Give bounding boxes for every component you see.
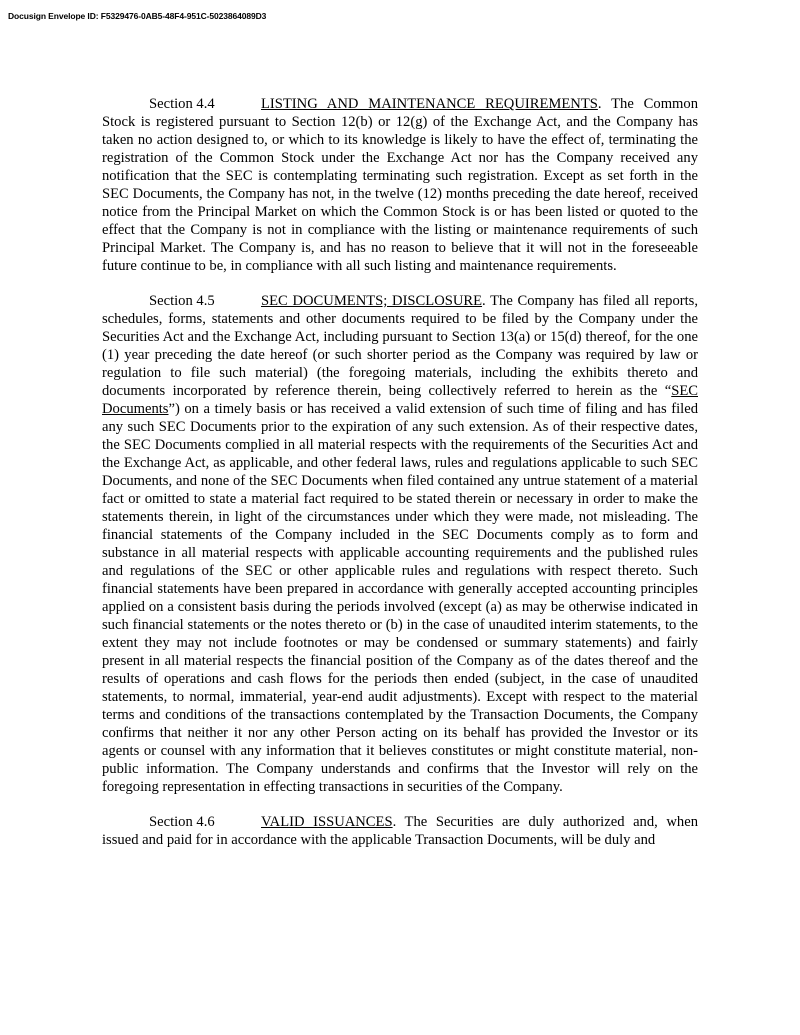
section-4-4 [102, 95, 698, 275]
section-text: . The Company has filed all reports, schedules, forms, statements and other documents required to be filed by the Company under the Securities Act and the Exchange Act, including pursuant to Section 13(a) or 15(d) thereof, for the one (1) year preceding the date hereof (or such shorter period as the Company was required by law or regulation to file such material) (the foregoing materials, including the exhibits thereto and documents incorporated by reference therein, being collectively referred to herein as the “ [102, 293, 699, 399]
section-number: Section 4.5 [149, 293, 215, 309]
section-title: LISTING AND MAINTENANCE REQUIREMENTS [261, 96, 598, 112]
section-4-6 [102, 813, 698, 849]
defined-term: SEC Documents [102, 383, 698, 417]
section-number: Section 4.6 [149, 814, 215, 830]
section-text: . The Securities are duly authorized and, when issued and paid for in accordance with the applicable Transaction Documents, will be duly and [102, 814, 698, 848]
section-text-continued: ”) on a timely basis or has received a valid extension of such time of filing and has filed any such SEC Documents prior to the expiration of any such extension. As of their respective dates, the SEC Documents complied in all material respects with the requirements of the Securities Act and the Exchange Act, as applicable, and other federal laws, rules and regulations applicable to such SEC Documents, and none of the SEC Documents when filed contained any untrue statement of a material fact or omitted to state a material fact required to be stated therein or necessary in order to make the statements therein, in light of the circumstances under which they were made, not misleading. The financial statements of the Company included in the SEC Documents comply as to form and substance in all material respects with applicable accounting requirements and the published rules and regulations of the SEC or other applicable rules and regulations with respect thereto. Such financial statements have been prepared in accordance with generally accepted accounting principles applied on a consistent basis during the periods involved (except (a) as may be otherwise indicated in such financial statements or the notes thereto or (b) in the case of unaudited interim statements, to the extent they may not include footnotes or may be condensed or summary statements) and fairly present in all material respects the financial position of the Company as of the dates thereof and the results of operations and cash flows for the periods then ended (subject, in the case of unaudited statements, to normal, immaterial, year-end audit adjustments). Except with respect to the material terms and conditions of the transactions contemplated by the Transaction Documents, the Company confirms that neither it nor any other Person acting on its behalf has provided the Investor or its agents or counsel with any information that it believes constitutes or might constitute material, non-public information. The Company understands and confirms that the Investor will rely on the foregoing representation in effecting transactions in securities of the Company. [102, 401, 698, 795]
section-number: Section 4.4 [149, 96, 215, 112]
document-body [102, 95, 698, 866]
section-title: SEC DOCUMENTS; DISCLOSURE [261, 293, 483, 309]
docusign-envelope-id: Docusign Envelope ID: F5329476-0AB5-48F4-951C-5023864089D3 [8, 11, 267, 21]
section-title: VALID ISSUANCES [261, 814, 393, 830]
section-4-5 [102, 292, 698, 796]
section-text: . The Common Stock is registered pursuant to Section 12(b) or 12(g) of the Exchange Act, and the Company has taken no action designed to, or which to its knowledge is likely to have the effect of, terminating the registration of the Common Stock under the Exchange Act nor has the Company received any notification that the SEC is contemplating terminating such registration. Except as set forth in the SEC Documents, the Company has not, in the twelve (12) months preceding the date hereof, received notice from the Principal Market on which the Common Stock is or has been listed or quoted to the effect that the Company is not in compliance with the listing or maintenance requirements of such Principal Market. The Company is, and has no reason to believe that it will not in the foreseeable future continue to be, in compliance with all such listing and maintenance requirements. [102, 96, 698, 274]
